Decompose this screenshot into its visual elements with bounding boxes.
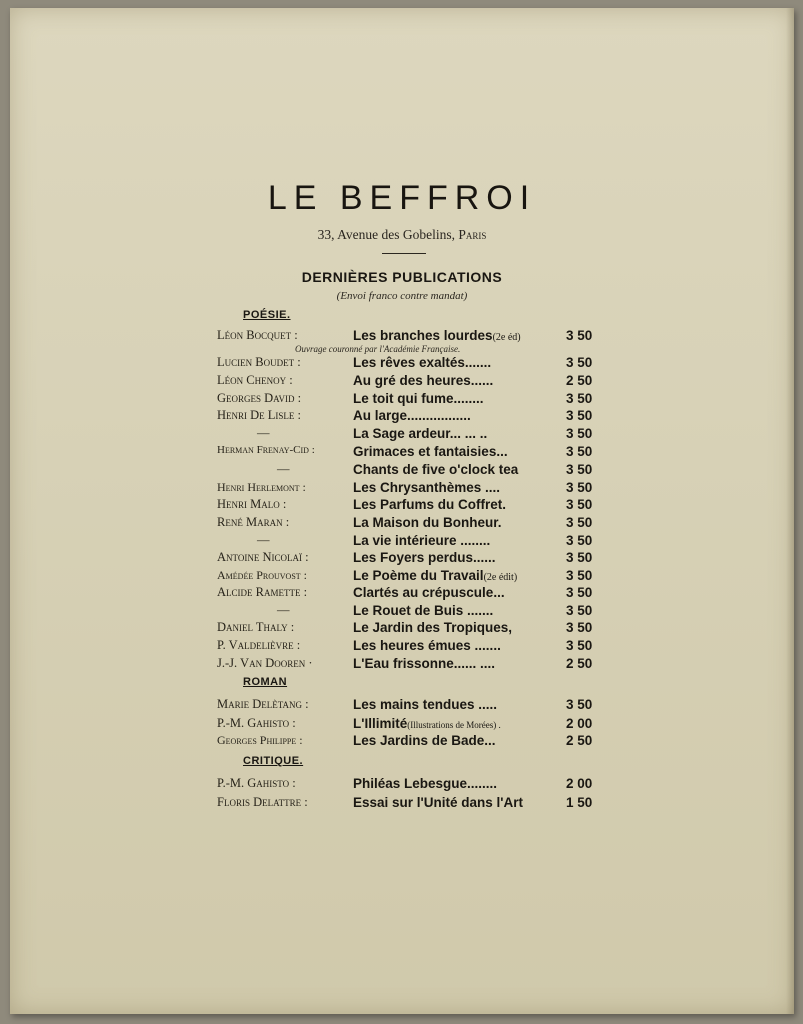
divider-rule xyxy=(382,253,426,254)
entry-title xyxy=(353,620,563,635)
entry-price: 3 50 xyxy=(566,603,593,618)
entry-author: Daniel Thaly : xyxy=(217,620,295,634)
entry-author: — xyxy=(277,603,290,617)
section-critique: CRITIQUE. xyxy=(243,755,304,767)
entry-title-text: Clartés au crépuscule... xyxy=(353,585,505,600)
entry-title xyxy=(353,776,563,791)
entry-title xyxy=(353,716,563,731)
entry-title xyxy=(353,697,563,712)
list-item xyxy=(10,462,794,480)
address-street: 33, Avenue des Gobelins, xyxy=(317,227,459,242)
entry-author: Georges David : xyxy=(217,391,302,405)
entry-title xyxy=(353,391,563,406)
publisher-address xyxy=(10,227,794,243)
list-item xyxy=(10,550,794,568)
entry-title xyxy=(353,550,563,565)
entry-title-text: Les heures émues ....... xyxy=(353,638,501,653)
entry-author: P.-M. Gahisto : xyxy=(217,776,296,790)
list-item xyxy=(10,733,794,751)
list-item xyxy=(10,373,794,391)
entry-title-text: Les Parfums du Coffret. xyxy=(353,497,507,512)
entry-title xyxy=(353,497,563,512)
entry-author: Georges Philippe : xyxy=(217,733,303,747)
entry-title xyxy=(353,568,563,583)
entry-title-text: Les branches lourdes xyxy=(353,328,493,343)
entry-price: 3 50 xyxy=(566,497,593,512)
entry-author: Alcide Ramette : xyxy=(217,585,308,599)
entry-price: 3 50 xyxy=(566,515,593,530)
entry-title-text: L'Eau frissonne...... .... xyxy=(353,656,495,671)
list-item xyxy=(10,355,794,373)
list-item xyxy=(10,408,794,426)
list-item xyxy=(10,480,794,498)
entry-title-text: Le Poème du Travail xyxy=(353,568,484,583)
entry-price: 2 50 xyxy=(566,656,593,671)
list-item xyxy=(10,515,794,533)
entry-note: (2e édit) xyxy=(483,572,518,583)
entry-title-text: L'Illimité xyxy=(353,716,408,731)
entry-title-text: Les mains tendues ..... xyxy=(353,697,498,712)
entry-author: Marie Delètang : xyxy=(217,697,309,711)
entry-title xyxy=(353,603,563,618)
entry-price: 2 50 xyxy=(566,373,593,388)
entry-title xyxy=(353,462,563,477)
list-item xyxy=(10,497,794,515)
entry-price: 3 50 xyxy=(566,444,593,459)
entry-title-text: Le Jardin des Tropiques, xyxy=(353,620,513,635)
section-poesie: POÉSIE. xyxy=(243,309,291,321)
entry-title xyxy=(353,656,563,671)
entry-author: — xyxy=(277,462,290,476)
entry-title-text: Le Rouet de Buis ....... xyxy=(353,603,494,618)
entry-author: Léon Chenoy : xyxy=(217,373,293,387)
entry-author: Floris Delattre : xyxy=(217,795,308,809)
list-item xyxy=(10,776,794,794)
entry-title xyxy=(353,515,563,530)
entry-author: Henri Herlemont : xyxy=(217,480,306,494)
list-item xyxy=(10,638,794,656)
list-item xyxy=(10,716,794,734)
catalog-subheading: (Envoi franco contre mandat) xyxy=(336,290,468,302)
entry-author: — xyxy=(257,426,270,440)
entry-title-text: La Maison du Bonheur. xyxy=(353,515,502,530)
entry-price: 3 50 xyxy=(566,533,593,548)
entry-title xyxy=(353,533,563,548)
entry-author: — xyxy=(257,533,270,547)
list-item xyxy=(10,328,794,346)
entry-title xyxy=(353,638,563,653)
entry-price: 3 50 xyxy=(566,697,593,712)
entry-title-text: La vie intérieure ........ xyxy=(353,533,491,548)
entry-author: Herman Frenay-Cid : xyxy=(217,444,315,456)
entry-price: 3 50 xyxy=(566,408,593,423)
entry-title-text: Essai sur l'Unité dans l'Art xyxy=(353,795,523,810)
entry-note: (Illustrations de Morées) . xyxy=(407,720,501,730)
entry-price: 3 50 xyxy=(566,638,593,653)
catalog-heading: DERNIÈRES PUBLICATIONS xyxy=(301,269,503,285)
entry-title xyxy=(353,408,563,423)
entry-title xyxy=(353,444,563,459)
entry-price: 3 50 xyxy=(566,568,593,583)
entry-title-text: Chants de five o'clock tea xyxy=(353,462,519,477)
publisher-name: LE BEFFROI xyxy=(267,179,537,217)
entry-title-text: Le toit qui fume........ xyxy=(353,391,484,406)
entry-title-text: Au large................. xyxy=(353,408,471,423)
list-item xyxy=(10,697,794,715)
entry-title-text: Les Jardins de Bade... xyxy=(353,733,496,748)
entry-title xyxy=(353,480,563,495)
entry-title-text: Les Chrysanthèmes .... xyxy=(353,480,501,495)
entry-author: Henri De Lisle : xyxy=(217,408,302,422)
list-item xyxy=(10,603,794,621)
entry-price: 2 00 xyxy=(566,716,593,731)
address-city: Paris xyxy=(458,227,487,242)
list-item xyxy=(10,426,794,444)
entry-title-text: Les Foyers perdus...... xyxy=(353,550,496,565)
entry-title-text: Au gré des heures...... xyxy=(353,373,494,388)
entry-title xyxy=(353,585,563,600)
entry-title xyxy=(353,355,563,370)
entry-title xyxy=(353,328,563,343)
entry-author: P.-M. Gahisto : xyxy=(217,716,296,730)
entry-price: 3 50 xyxy=(566,328,593,343)
list-item xyxy=(10,568,794,586)
list-item xyxy=(10,620,794,638)
entry-title-text: Les rêves exaltés....... xyxy=(353,355,492,370)
list-item xyxy=(10,391,794,409)
entry-price: 3 50 xyxy=(566,391,593,406)
entry-price: 3 50 xyxy=(566,480,593,495)
section-roman: ROMAN xyxy=(243,676,288,688)
entry-author: Amédée Prouvost : xyxy=(217,568,308,582)
entry-note: (2e éd) xyxy=(492,332,521,343)
entry-author: Lucien Boudet : xyxy=(217,355,301,369)
entry-price: 3 50 xyxy=(566,462,593,477)
list-item xyxy=(10,656,794,674)
entry-title-text: Grimaces et fantaisies... xyxy=(353,444,508,459)
entry-price: 3 50 xyxy=(566,426,593,441)
book-cover xyxy=(10,8,794,1014)
entry-title xyxy=(353,426,563,441)
entry-author: René Maran : xyxy=(217,515,290,529)
entry-author: Antoine Nicolaï : xyxy=(217,550,309,564)
entry-price: 3 50 xyxy=(566,620,593,635)
list-item xyxy=(10,533,794,551)
list-item xyxy=(10,585,794,603)
entry-author: Henri Malo : xyxy=(217,497,287,511)
entry-price: 3 50 xyxy=(566,355,593,370)
entry-author: P. Valdelièvre : xyxy=(217,638,301,652)
list-item xyxy=(10,795,794,813)
entry-title-text: Philéas Lebesgue........ xyxy=(353,776,498,791)
entry-title xyxy=(353,795,563,810)
entry-price: 1 50 xyxy=(566,795,593,810)
entry-title-text: La Sage ardeur... ... .. xyxy=(353,426,488,441)
entry-title xyxy=(353,733,563,748)
list-item xyxy=(10,444,794,462)
entry-price: 3 50 xyxy=(566,585,593,600)
entry-author: Léon Bocquet : xyxy=(217,328,298,342)
entry-author: J.-J. Van Dooren · xyxy=(217,656,313,670)
entry-price: 2 50 xyxy=(566,733,593,748)
entry-title xyxy=(353,373,563,388)
entry-price: 2 00 xyxy=(566,776,593,791)
entry-price: 3 50 xyxy=(566,550,593,565)
award-note: Ouvrage couronné par l'Académie Française. xyxy=(295,344,461,354)
